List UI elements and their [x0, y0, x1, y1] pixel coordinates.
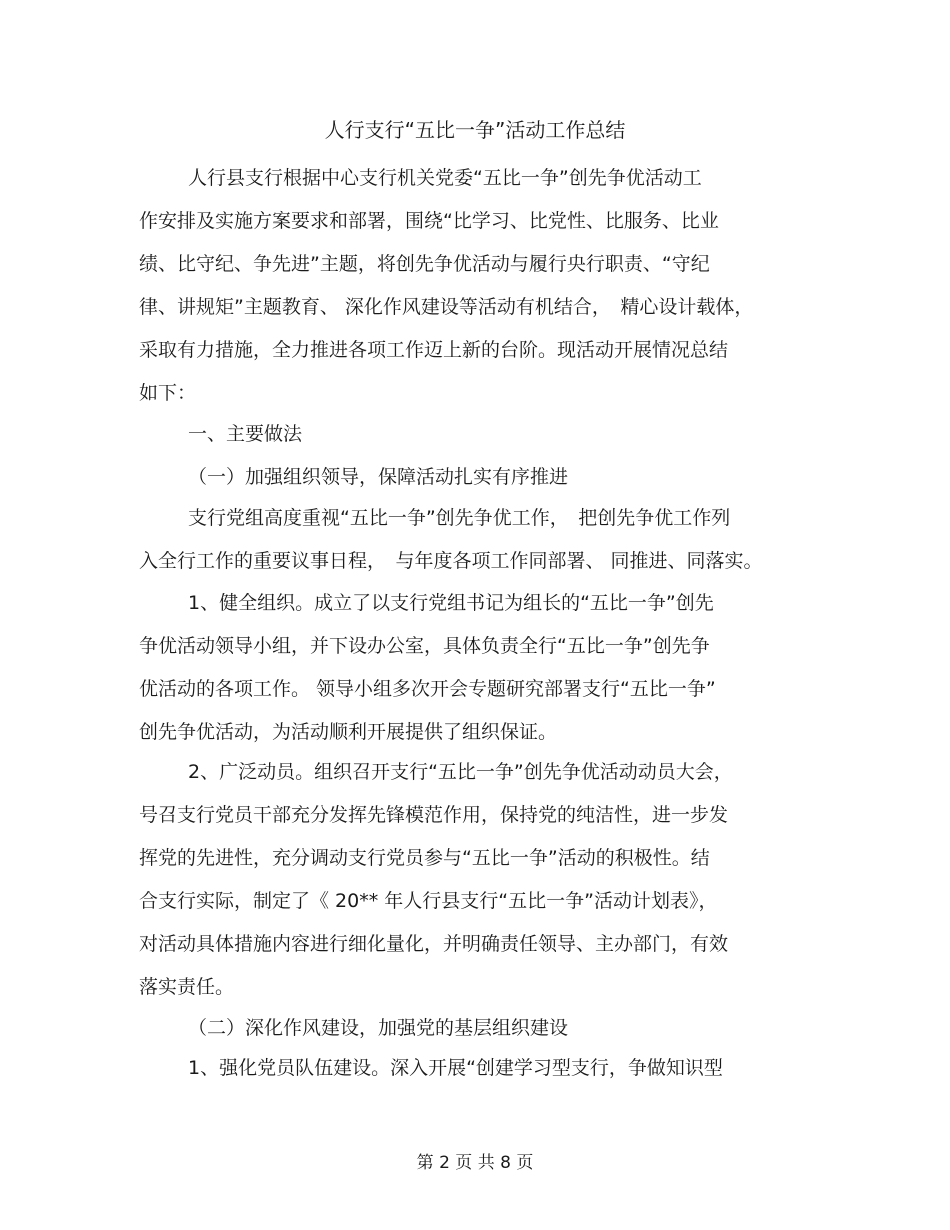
paragraph-line: 对活动具体措施内容进行细化量化，并明确责任领导、主办部门，有效	[139, 933, 729, 955]
paragraph-line: 支行党组高度重视“五比一争”创先争优工作， 把创先争优工作列	[188, 507, 731, 529]
paragraph-line: 1、强化党员队伍建设。深入开展“创建学习型支行，争做知识型	[188, 1057, 723, 1079]
paragraph-line: 2、广泛动员。组织召开支行“五比一争”创先争优活动动员大会，	[188, 761, 733, 783]
paragraph-line: 如下：	[139, 382, 197, 404]
paragraph-line: 落实责任。	[139, 976, 235, 998]
document-title: 人行支行“五比一争”活动工作总结	[324, 118, 626, 142]
paragraph-line: 争优活动领导小组，并下设办公室，具体负责全行“五比一争”创先争	[139, 635, 710, 657]
paragraph-line: 1、健全组织。成立了以支行党组书记为组长的“五比一争”创先	[188, 592, 714, 614]
subsection-heading: （一）加强组织领导，保障活动扎实有序推进	[188, 466, 569, 488]
paragraph-line: 合支行实际，制定了《 20** 年人行县支行“五比一争”活动计划表》，	[139, 890, 718, 912]
paragraph-line: 律、讲规矩”主题教育、 深化作风建设等活动有机结合， 精心设计载体，	[139, 296, 754, 318]
paragraph-line: 人行县支行根据中心支行机关党委“五比一争”创先争优活动工	[188, 167, 702, 189]
paragraph-line: 挥党的先进性，充分调动支行党员参与“五比一争”活动的积极性。结	[139, 847, 710, 869]
paragraph-line: 优活动的各项工作。 领导小组多次开会专题研究部署支行“五比一争”	[139, 678, 716, 700]
page-number-footer: 第 2 页 共 8 页	[416, 1153, 534, 1173]
subsection-heading: （二）深化作风建设，加强党的基层组织建设	[188, 1017, 569, 1039]
paragraph-line: 作安排及实施方案要求和部署，围绕“比学习、比党性、比服务、比业	[139, 210, 719, 232]
paragraph-line: 号召支行党员干部充分发挥先锋模范作用，保持党的纯洁性，进一步发	[139, 804, 729, 826]
paragraph-line: 创先争优活动，为活动顺利开展提供了组织保证。	[139, 721, 558, 743]
paragraph-line: 入全行工作的重要议事日程， 与年度各项工作同部署、 同推进、同落实。	[139, 550, 763, 572]
paragraph-line: 绩、比守纪、争先进”主题，将创先争优活动与履行央行职责、“守纪	[139, 253, 710, 275]
section-heading: 一、主要做法	[188, 423, 303, 445]
paragraph-line: 采取有力措施，全力推进各项工作迈上新的台阶。现活动开展情况总结	[139, 339, 729, 361]
